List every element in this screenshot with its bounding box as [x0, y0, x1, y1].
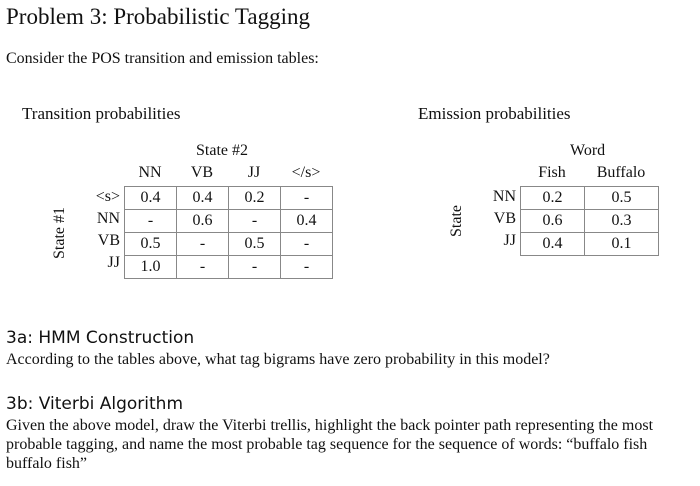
transition-cell: -: [229, 210, 281, 233]
emission-row-header-vb: VB: [493, 210, 516, 227]
emission-row: [521, 210, 659, 233]
question-3b-body: Given the above model, draw the Viterbi trellis, highlight the back pointer path representing the most probable tagging, and name the most probable tag sequence for the sequence of words: “buffalo fish buffalo fish”: [6, 417, 654, 472]
transition-col-header-vb: VB: [190, 164, 214, 181]
emission-cell: 0.3: [585, 210, 659, 233]
transition-cell: 1.0: [125, 256, 177, 279]
transition-cell: -: [281, 187, 333, 210]
transition-row: [125, 256, 333, 279]
transition-col-header-end: </s>: [291, 164, 321, 181]
emission-cell: 0.5: [585, 187, 659, 210]
emission-row-group-label: State: [448, 205, 465, 237]
transition-cell: 0.2: [229, 187, 281, 210]
transition-caption: Transition probabilities: [22, 104, 181, 123]
emission-cell: 0.1: [585, 233, 659, 256]
emission-row: [521, 233, 659, 256]
transition-row-group-label: State #1: [51, 207, 68, 259]
transition-row-header-nn: NN: [96, 210, 120, 227]
transition-col-group-label: State #2: [196, 142, 248, 159]
transition-row-header-jj: JJ: [107, 254, 120, 271]
transition-cell: -: [281, 256, 333, 279]
emission-row-header-nn: NN: [492, 188, 516, 205]
transition-table: [124, 186, 333, 279]
transition-cell: -: [177, 233, 229, 256]
transition-cell: 0.4: [125, 187, 177, 210]
transition-cell: 0.5: [125, 233, 177, 256]
transition-cell: -: [125, 210, 177, 233]
problem-intro: Consider the POS transition and emission tables:: [6, 50, 319, 67]
emission-cell: 0.6: [521, 210, 585, 233]
problem-title: Problem 3: Probabilistic Tagging: [6, 4, 310, 29]
emission-col-header-fish: Fish: [538, 164, 566, 181]
transition-cell: 0.4: [177, 187, 229, 210]
question-3a-body: According to the tables above, what tag bigrams have zero probability in this model?: [6, 351, 550, 368]
emission-cell: 0.4: [521, 233, 585, 256]
transition-row-header-start: <s>: [95, 188, 120, 205]
transition-row: [125, 233, 333, 256]
emission-col-header-buffalo: Buffalo: [596, 164, 646, 181]
transition-row-header-vb: VB: [97, 232, 120, 249]
transition-col-header-nn: NN: [138, 164, 162, 181]
transition-cell: -: [281, 233, 333, 256]
emission-cell: 0.2: [521, 187, 585, 210]
question-3b-heading: 3b: Viterbi Algorithm: [6, 394, 184, 414]
transition-cell: 0.6: [177, 210, 229, 233]
transition-row: [125, 187, 333, 210]
emission-caption: Emission probabilities: [418, 104, 571, 123]
transition-col-header-jj: JJ: [247, 164, 261, 181]
transition-row: [125, 210, 333, 233]
question-3a-heading: 3a: HMM Construction: [6, 328, 195, 348]
emission-table: [520, 186, 659, 256]
transition-cell: -: [229, 256, 281, 279]
emission-row-header-jj: JJ: [503, 232, 516, 249]
emission-col-group-label: Word: [570, 142, 606, 159]
transition-cell: -: [177, 256, 229, 279]
emission-row: [521, 187, 659, 210]
transition-cell: 0.4: [281, 210, 333, 233]
transition-cell: 0.5: [229, 233, 281, 256]
